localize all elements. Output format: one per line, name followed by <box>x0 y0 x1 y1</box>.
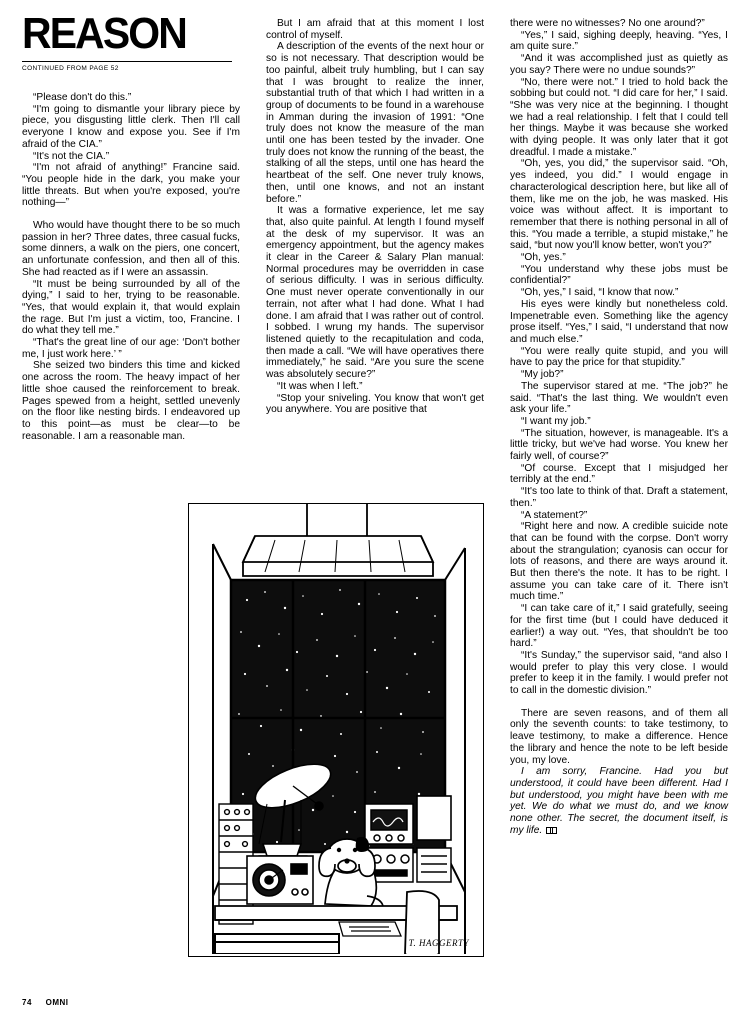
paragraph: His eyes were kindly but nonetheless cold. Impenetrable even. Something like the agency prose itself. “Yes,” I said, “I understand that now and much else.” <box>510 298 728 345</box>
paragraph: “I'm going to dismantle your library piece by piece, you disgusting little clerk. Then I'll call everyone I know and expose you. See if I'm afraid of the CIA.” <box>22 103 240 150</box>
paragraph: “It's not the CIA.” <box>33 150 110 162</box>
paragraph: “You were really quite stupid, and you will have to pay the price for that stupidity.” <box>510 345 728 369</box>
column-2 <box>266 18 484 416</box>
paragraph: “No, there were not.” I tried to hold back the sobbing but could not. “I did care for her,” I said. “She was very nice at the beginning. I thought we had a real relationship. I felt that I could tell her things. Maybe it was because she worked with dying people. It was only later that it got dreadful. I made a mistake.” <box>510 76 728 158</box>
paragraph: “I'm not afraid of anything!” Francine said. “You people hide in the dark, you make your little threats. But when you're exposed, you're nothing—” <box>22 162 240 209</box>
paragraph: It was a formative experience, let me say that, also quite painful. At length I found myself at the desk of my supervisor. It was an emergency appointment, but the agency makes it clear in the Career & Salary Plan manual: Normal procedures may be overridden in case of serious difficulty. I was in serious difficulty. One must never operate conventionally in our terrain, not after what I had done. What I had done. I am afraid that I was rather out of control. I sobbed. I wrung my hands. The supervisor listened quietly to the recapitulation and coda, then made a call. “We will have operatives there immediately,” he said. “Are you sure the scene was absolutely secure?” <box>266 205 484 381</box>
paragraph: “Please don't do this.” <box>33 92 132 103</box>
paragraph: “Of course. Except that I misjudged her terribly at the end.” <box>510 462 728 486</box>
paragraph: “Oh, yes, you did,” the supervisor said. “Oh, yes indeed, you did.” I would engage in characterological description here, but like all of them, like me on the job, he was masked. His voice was without affect. It is important to remember that there is nothing personal in all of this. “You made a terrible, a stupid mistake,” he said, “but now you'll know better, won't you?” <box>510 158 728 252</box>
closing-paragraph <box>510 766 728 836</box>
paragraph: “It was when I left.” <box>277 380 363 392</box>
paragraph: “A statement?” <box>521 509 588 521</box>
paragraph: “And it was accomplished just as quietly as you say? There were no undue sounds?” <box>510 53 728 76</box>
paragraph: A description of the events of the next hour or so is not necessary. That description would be too painful, albeit truly humbling, but I can say that I was brought to realize the inner, substantial truth of that which I had written in a group of documents to be found in a warehouse in Amman during the invasion of 1991: “One truly does not know the measure of the man until one has been tested by the invader. One truly does not know the running of the beast, the stalking of all the steps, until one has heard the heartbeat of the self. One never truly knows, then, until one knows, and not an instant before.” <box>266 41 484 205</box>
paragraph: “My job?” <box>521 369 564 381</box>
paragraph: “It must be being surrounded by all of the dying,” I said to her, trying to be reasonable. “Yes, that would explain it, that would explain the rage. But I'm just a victim, too, Francine. I do what they tell me.” <box>22 278 240 337</box>
paragraph: “Yes,” I said, sighing deeply, heaving. “Yes, I am quite sure.” <box>510 29 728 53</box>
paragraph: “I can take care of it,” I said gratefully, seeing for the first time (but I could have deduced it earlier!) a way out. “Yes, that shouldn't be too hard.” <box>510 603 728 650</box>
end-mark-icon <box>546 827 557 834</box>
paragraph: “It's too late to think of that. Draft a statement, then.” <box>510 486 728 509</box>
cartoon-artwork <box>189 504 481 954</box>
paragraph: there were no witnesses? No one around?” <box>510 18 705 29</box>
closing-text: I am sorry, Francine. Had you but understood, it could have been different. Had I but understood, you might have been with me yet. We do what we must do, and we know none other. The secret, the document itself, is my life. <box>510 766 728 836</box>
column-1 <box>22 18 240 442</box>
paragraph: “I want my job.” <box>521 415 591 427</box>
paragraph: “It's Sunday,” the supervisor said, “and also I would prefer to play this very close. I would prefer to keep it in the family. I would prefer not to call in the domestic division.” <box>510 649 728 697</box>
page-footer <box>22 998 728 1007</box>
magazine-name: OMNI <box>45 998 69 1007</box>
paragraph: “Oh, yes,” I said, “I know that now.” <box>521 287 679 299</box>
article-title: REASON <box>22 9 186 58</box>
paragraph: “Oh, yes.” <box>521 252 566 264</box>
column-3 <box>510 18 728 837</box>
artist-signature: T. HAGGERTY <box>408 938 469 948</box>
paragraph: The supervisor stared at me. “The job?” he said. “That's the last thing. We wouldn't even ask your life.” <box>510 380 728 416</box>
paragraph: “The situation, however, is manageable. It's a little tricky, but we've had worse. You knew her fairly well, of course?” <box>510 427 728 463</box>
paragraph: “You understand why these jobs must be confidential?” <box>510 263 728 287</box>
cartoon-illustration <box>188 503 484 957</box>
paragraph: “That's the great line of our age: ‘Don't bother me, I just work here.’ ” <box>22 337 240 360</box>
paragraph: “Stop your sniveling. You know that won't get you anywhere. You are positive that <box>266 392 484 416</box>
paragraph: She seized two binders this time and kicked one across the room. The heavy impact of her little shoe caused the reinforcement to break. Pages spewed from a height, settled unevenly on the floor like nesting birds. I endeavored up to this point—as must be clear—to be reasonable. I am a reasonable man. <box>22 360 240 442</box>
paragraph: There are seven reasons, and of them all only the seventh counts: to take testimony, to leave testimony, to make a difference. Hence the library and hence the note to be left beside you, my love. <box>510 707 728 766</box>
page-number: 74 <box>22 998 32 1007</box>
continued-from-line: CONTINUED FROM PAGE 52 <box>22 61 232 72</box>
paragraph: But I am afraid that at this moment I lost control of myself. <box>266 18 484 41</box>
paragraph: “Right here and now. A credible suicide note that can be found with the corpse. Don't worry about the strangulation; cyanosis can occur for lots of reasons, and there are ways around it. But then there's the note. It has to be right. I assume you can take care of it. There isn't much time.” <box>510 521 728 603</box>
paragraph: Who would have thought there to be so much passion in her? Three dates, three casual fucks, some dinners, a walk on the piers, one concert, an unfortunate confession, and then all of this. She had reacted as if I were an assassin. <box>22 220 240 278</box>
